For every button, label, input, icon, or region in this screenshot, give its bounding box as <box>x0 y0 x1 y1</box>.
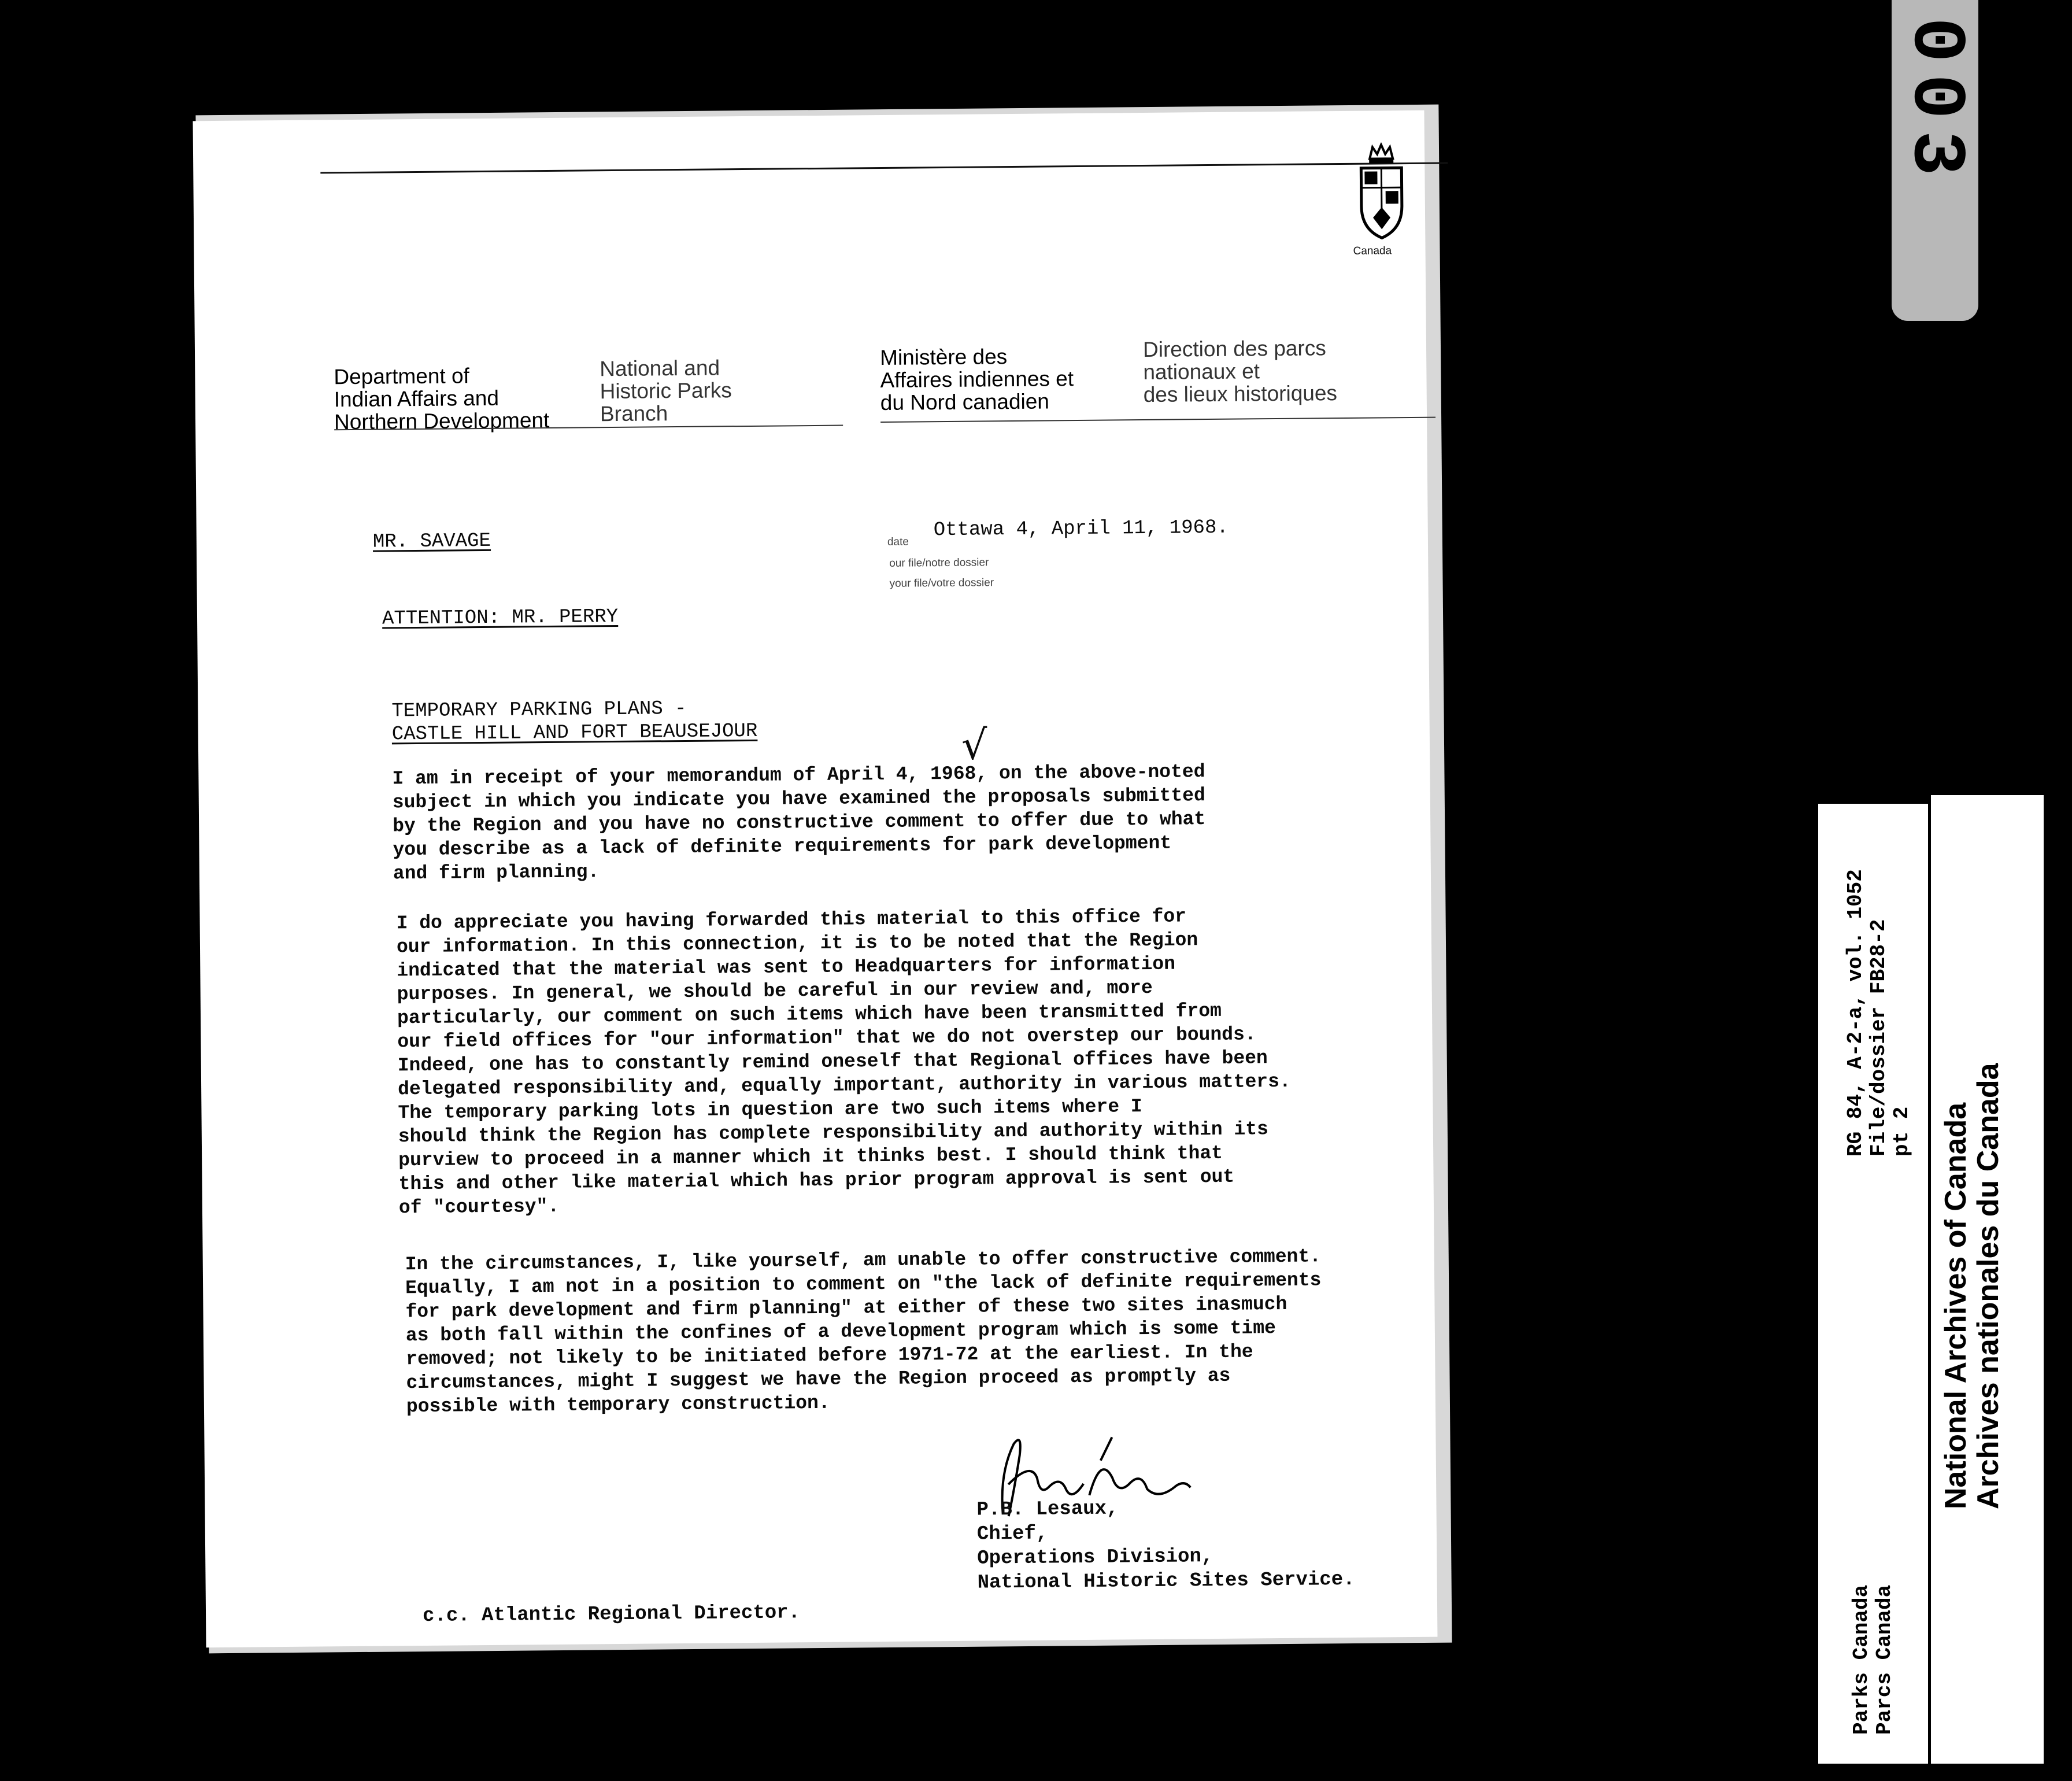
paragraph-line: indicated that the material was sent to Headquarters for information <box>397 953 1176 982</box>
branch-line: des lieux historiques <box>1143 381 1338 407</box>
paragraph-1 <box>392 760 1206 885</box>
reference-line: pt 2 <box>1890 1106 1914 1156</box>
paragraph-line: Indeed, one has to constantly remind oneself that Regional offices have been <box>397 1047 1268 1077</box>
dept-line: Affaires indiennes et <box>880 367 1074 392</box>
archives-line: National Archives of Canada <box>1939 1102 1973 1509</box>
branch-line: National and <box>600 356 720 381</box>
paragraph-line: and firm planning. <box>393 861 600 885</box>
paragraph-line: I am in receipt of your memorandum of April 4, 1968, on the above-noted <box>392 761 1205 790</box>
our-file-label: our file/notre dossier <box>889 556 989 570</box>
carbon-copy-line: c.c. Atlantic Regional Director. <box>422 1602 801 1627</box>
department-name-fr <box>880 345 1074 414</box>
paragraph-line: particularly, our comment on such items which have been transmitted from <box>397 1000 1222 1029</box>
dept-line: Ministère des <box>879 345 1008 369</box>
paragraph-line: of "courtesy". <box>398 1195 560 1219</box>
department-name-en <box>334 364 549 433</box>
paragraph-line: I do appreciate you having forwarded this material to this office for <box>396 906 1187 934</box>
top-rule <box>320 162 1448 173</box>
your-file-label: your file/votre dossier <box>889 577 994 590</box>
signatory-title-2: Operations Division, <box>977 1546 1213 1570</box>
paragraph-line: removed; not likely to be initiated before 1971-72 at the earliest. In the <box>406 1341 1253 1370</box>
agency-label <box>1850 1585 1896 1735</box>
paragraph-line: delegated responsibility and, equally important, authority in various matters. <box>397 1070 1291 1100</box>
branch-line: Branch <box>600 401 668 426</box>
paragraph-line: possible with temporary construction. <box>406 1392 830 1418</box>
paragraph-line: this and other like material which has prior program approval is sent out <box>398 1166 1235 1195</box>
subject-line-2: CASTLE HILL AND FORT BEAUSEJOUR <box>391 720 758 746</box>
signatory-title-3: National Historic Sites Service. <box>977 1568 1355 1594</box>
paragraph-line: our field offices for "our information" that we do not overstep our bounds. <box>397 1023 1256 1053</box>
paragraph-line: purview to proceed in a manner which it thinks best. I should think that <box>398 1142 1223 1172</box>
agency-line: Parks Canada <box>1849 1584 1873 1735</box>
archive-reference <box>1844 869 1914 1156</box>
recipient: MR. SAVAGE <box>372 530 491 553</box>
paragraph-line: should think the Region has complete responsibility and authority within its <box>398 1118 1269 1148</box>
paragraph-line: The temporary parking lots in question are two such items where I <box>398 1096 1142 1124</box>
dept-line: Northern Development <box>334 408 550 434</box>
handwritten-check-mark: √ <box>961 721 987 769</box>
signatory-name: P.B. Lesaux, <box>976 1498 1119 1521</box>
archives-name <box>1940 1063 2004 1509</box>
paragraph-line: for park development and firm planning" at either of these two sites inasmuch <box>405 1293 1287 1323</box>
dept-line: du Nord canadien <box>880 389 1050 415</box>
archives-line: Archives nationales du Canada <box>1971 1063 2005 1509</box>
dept-line: Department of <box>334 364 470 389</box>
paragraph-line: Equally, I am not in a position to comment on "the lack of definite requirements <box>405 1269 1322 1299</box>
letter-page <box>193 110 1438 1647</box>
paragraph-line: our information. In this connection, it is to be noted that the Region <box>396 929 1198 958</box>
paragraph-line: subject in which you indicate you have examined the proposals submitted <box>392 785 1205 814</box>
branch-name-fr <box>1143 337 1337 406</box>
dept-line: Indian Affairs and <box>334 386 500 412</box>
paragraph-line: In the circumstances, I, like yourself, am unable to offer constructive comment. <box>405 1246 1322 1276</box>
subject-line-1: TEMPORARY PARKING PLANS - <box>391 697 687 723</box>
paragraph-line: purposes. In general, we should be careful in our review and, more <box>397 977 1153 1006</box>
paragraph-3 <box>405 1244 1323 1418</box>
signatory-title-1: Chief, <box>976 1523 1048 1546</box>
paragraph-2 <box>396 904 1292 1220</box>
canada-wordmark: Canada <box>1353 245 1392 257</box>
paragraph-line: as both fall within the confines of a development program which is some time <box>405 1317 1276 1347</box>
date-label: date <box>887 535 909 548</box>
attention-line: ATTENTION: MR. PERRY <box>382 605 619 630</box>
reference-line: RG 84, A-2-a, vol. 1052 <box>1844 869 1867 1156</box>
canada-coat-of-arms-icon <box>1355 142 1408 241</box>
paragraph-line: circumstances, might I suggest we have the Region proceed as promptly as <box>406 1365 1231 1394</box>
date-value: Ottawa 4, April 11, 1968. <box>933 516 1229 542</box>
letterhead-rule-fr <box>880 417 1435 423</box>
paragraph-line: you describe as a lack of definite requirements for park development <box>393 832 1172 861</box>
branch-name-en <box>600 356 732 425</box>
branch-line: Direction des parcs <box>1142 336 1326 362</box>
reference-line: File/dossier FB28-2 <box>1867 919 1890 1156</box>
paragraph-line: by the Region and you have no constructive comment to offer due to what <box>393 808 1206 837</box>
branch-line: nationaux et <box>1143 359 1260 385</box>
film-frame-number: 003 <box>1892 17 1977 188</box>
agency-line: Parcs Canada <box>1873 1584 1896 1735</box>
branch-line: Historic Parks <box>600 378 732 404</box>
